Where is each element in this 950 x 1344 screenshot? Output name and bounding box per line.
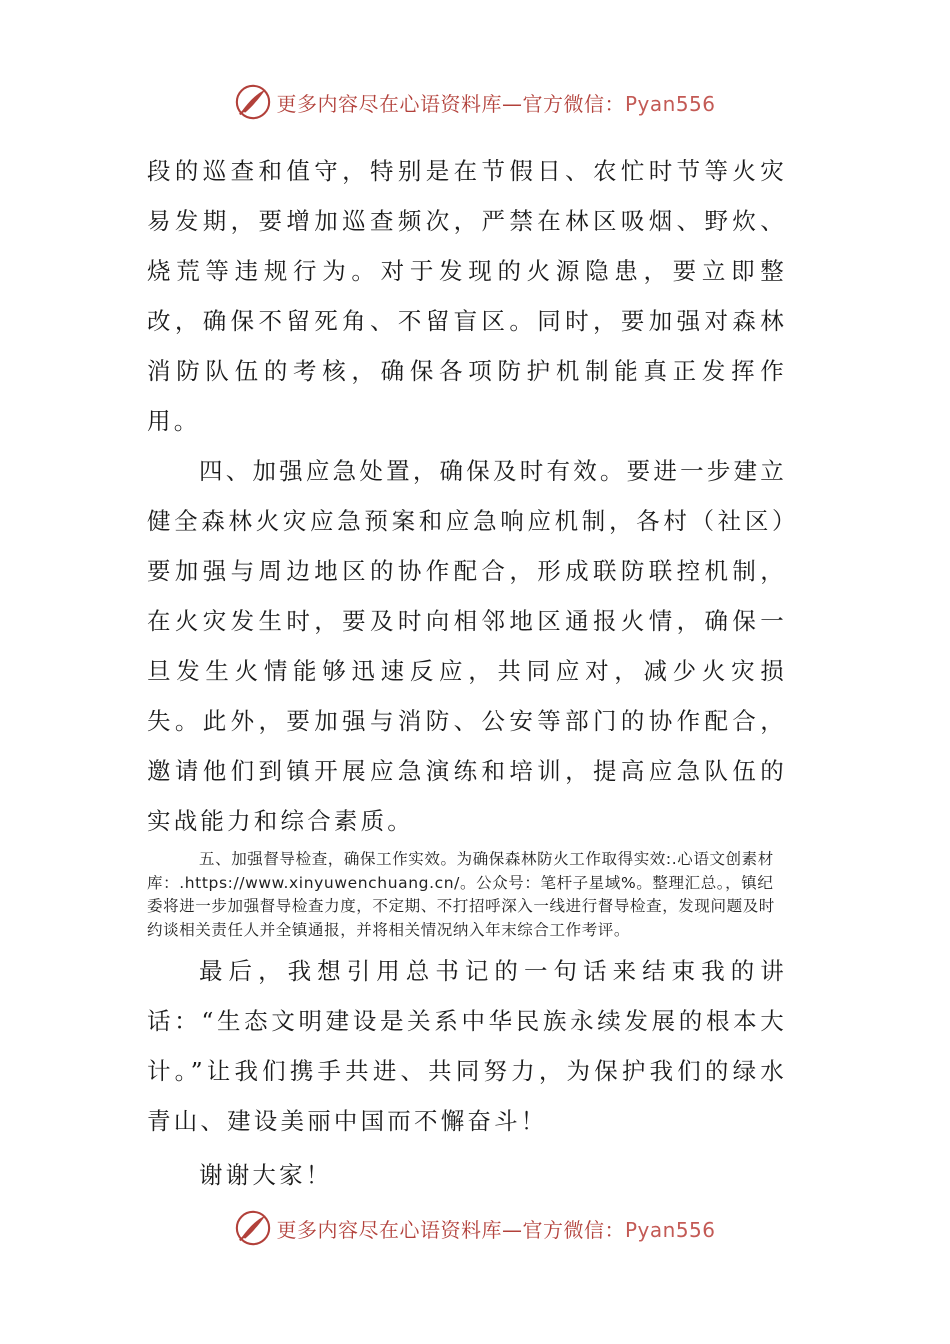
banner-label: 更多内容尽在心语资料库—官方微信： xyxy=(276,91,625,116)
footer-banner xyxy=(0,1206,950,1250)
quill-logo-icon xyxy=(234,1209,272,1247)
paragraph-1: 段的巡查和值守，特别是在节假日、农忙时节等火灾易发期，要增加巡查频次，严禁在林区吸烟、野炊、烧荒等违规行为。对于发现的火源隐患，要立即整改，确保不留死角、不留盲区。同时，要加强对森林消防队伍的考核，确保各项防护机制能真正发挥作用。 xyxy=(147,157,787,435)
paragraph-3: 五、加强督导检查，确保工作实效。为确保森林防火工作取得实效:.心语文创素材库：.https://www.xinyuwenchuang.cn/。公众号：笔杆子星域%。整理汇总。，镇纪委将进一步加强督导检查力度，不定期、不打招呼深入一线进行督导检查，发现问题及时约谈相关责任人并全镇通报，并将相关情况纳入年末综合工作考评。 xyxy=(147,850,775,939)
paragraph-5: 谢谢大家！ xyxy=(199,1161,333,1189)
wechat-id: Pyan556 xyxy=(624,1217,716,1242)
banner-text xyxy=(276,1214,715,1243)
paragraph-4: 最后，我想引用总书记的一句话来结束我的讲话：“生态文明建设是关系中华民族永续发展的根本大计。”让我们携手共进、共同努力，为保护我们的绿水青山、建设美丽中国而不懈奋斗！ xyxy=(147,957,787,1135)
banner-text xyxy=(276,88,715,117)
paragraph-2: 四、加强应急处置，确保及时有效。要进一步建立健全森林火灾应急预案和应急响应机制，各村（社区）要加强与周边地区的协作配合，形成联防联控机制，在火灾发生时，要及时向相邻地区通报火情，确保一旦发生火情能够迅速反应，共同应对，减少火灾损失。此外，要加强与消防、公安等部门的协作配合，邀请他们到镇开展应急演练和培训，提高应急队伍的实战能力和综合素质。 xyxy=(147,457,787,835)
banner-label: 更多内容尽在心语资料库—官方微信： xyxy=(276,1217,625,1242)
header-banner xyxy=(0,80,950,124)
wechat-id: Pyan556 xyxy=(624,91,716,116)
document-body xyxy=(147,146,787,1200)
quill-logo-icon xyxy=(234,83,272,121)
